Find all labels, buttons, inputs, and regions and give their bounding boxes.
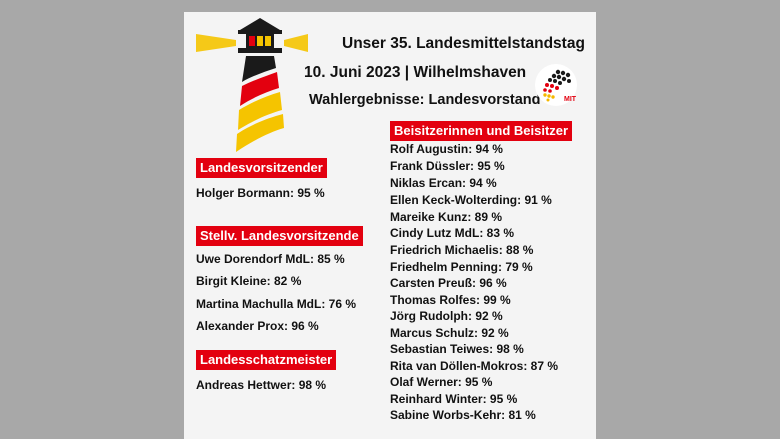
list-item: Frank Düssler: 95 % [390, 159, 505, 173]
list-item: Cindy Lutz MdL: 83 % [390, 226, 514, 240]
label-beisitzer: Beisitzerinnen und Beisitzer [390, 121, 572, 141]
list-item: Jörg Rudolph: 92 % [390, 309, 503, 323]
list-item: Uwe Dorendorf MdL: 85 % [196, 252, 345, 266]
list-item: Olaf Werner: 95 % [390, 375, 493, 389]
list-item: Friedhelm Penning: 79 % [390, 260, 533, 274]
results-subtitle: Wahlergebnisse: Landesvorstand [309, 92, 541, 108]
label-landesschatzmeister: Landesschatzmeister [196, 350, 336, 370]
list-item: Holger Bormann: 95 % [196, 186, 325, 200]
list-item: Sabine Worbs-Kehr: 81 % [390, 408, 536, 422]
label-stellv-landesvorsitzende: Stellv. Landesvorsitzende [196, 226, 363, 246]
list-item: Mareike Kunz: 89 % [390, 210, 503, 224]
list-item: Marcus Schulz: 92 % [390, 326, 509, 340]
list-item: Friedrich Michaelis: 88 % [390, 243, 534, 257]
mit-logo-text: MIT [564, 96, 577, 103]
list-item: Reinhard Winter: 95 % [390, 392, 518, 406]
event-title: Unser 35. Landesmittelstandstag [342, 35, 585, 52]
list-item: Martina Machulla MdL: 76 % [196, 297, 357, 311]
list-item: Niklas Ercan: 94 % [390, 176, 497, 190]
lighthouse-icon [184, 12, 314, 164]
list-item: Thomas Rolfes: 99 % [390, 293, 511, 307]
mit-logo [534, 63, 578, 107]
list-item: Ellen Keck-Wolterding: 91 % [390, 193, 552, 207]
list-item: Rita van Döllen-Mokros: 87 % [390, 359, 559, 373]
list-item: Sebastian Teiwes: 98 % [390, 342, 524, 356]
list-item: Carsten Preuß: 96 % [390, 276, 507, 290]
list-item: Rolf Augustin: 94 % [390, 142, 503, 156]
list-item: Birgit Kleine: 82 % [196, 274, 302, 288]
list-item: Alexander Prox: 96 % [196, 319, 319, 333]
event-date-location: 10. Juni 2023 | Wilhelmshaven [304, 64, 527, 81]
list-item: Andreas Hettwer: 98 % [196, 378, 327, 392]
results-card [184, 12, 596, 439]
label-landesvorsitzender: Landesvorsitzender [196, 158, 327, 178]
